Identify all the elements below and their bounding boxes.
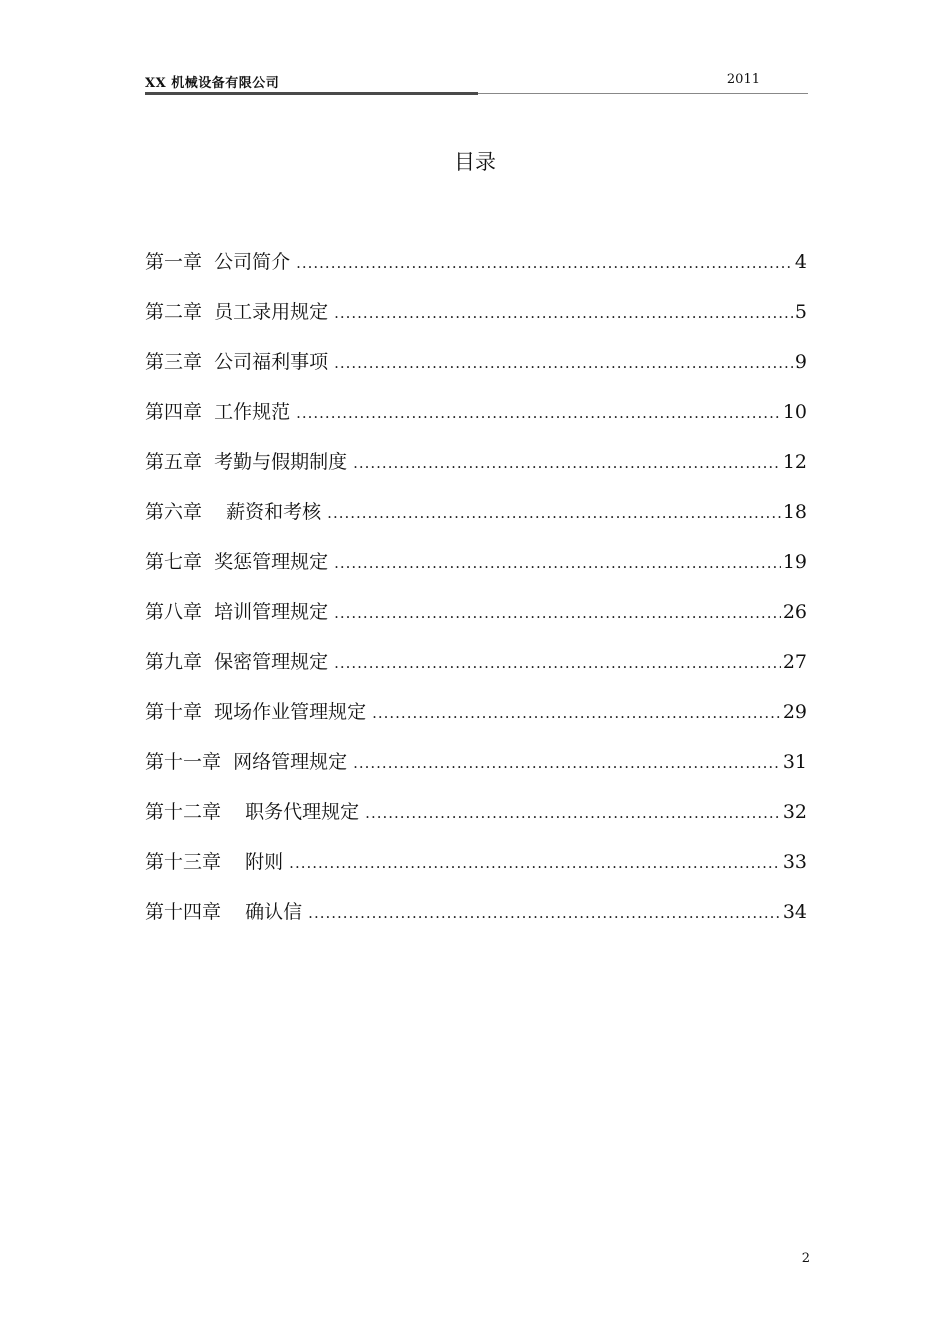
toc-entry-page: 9 <box>794 351 807 373</box>
toc-dot-leader <box>353 744 781 782</box>
header-rule-thin <box>478 93 808 94</box>
toc-entry[interactable] <box>145 793 807 843</box>
toc-entry-page: 29 <box>782 701 807 723</box>
toc-entry-page: 10 <box>782 401 807 423</box>
toc-entry[interactable] <box>145 893 807 943</box>
toc-entry-page: 4 <box>794 251 807 273</box>
header-company-name: XX 机械设备有限公司 <box>145 76 280 91</box>
toc-entry-label: 第四章 工作规范 <box>145 401 291 423</box>
toc-entry-page: 5 <box>794 301 807 323</box>
toc-entry-page: 34 <box>782 901 807 923</box>
toc-dot-leader <box>289 844 781 882</box>
toc-entry-label: 第十二章 职务代理规定 <box>145 801 360 823</box>
toc-dot-leader <box>334 594 781 632</box>
toc-entry-page: 32 <box>782 801 807 823</box>
page-number: 2 <box>801 1251 810 1266</box>
toc-dot-leader <box>334 344 793 382</box>
toc-entry[interactable] <box>145 593 807 643</box>
toc-entry[interactable] <box>145 243 807 293</box>
toc-dot-leader <box>334 644 781 682</box>
toc-entry-label: 第八章 培训管理规定 <box>145 601 329 623</box>
toc-entry[interactable] <box>145 493 807 543</box>
toc-dot-leader <box>334 544 781 582</box>
toc-entry-label: 第二章 员工录用规定 <box>145 301 329 323</box>
toc-entry[interactable] <box>145 743 807 793</box>
toc-dot-leader <box>296 244 793 282</box>
toc-entry[interactable] <box>145 543 807 593</box>
toc-entry-label: 第十章 现场作业管理规定 <box>145 701 367 723</box>
table-of-contents <box>145 243 807 943</box>
toc-entry-label: 第十三章 附则 <box>145 851 284 873</box>
toc-entry[interactable] <box>145 393 807 443</box>
toc-entry-label: 第九章 保密管理规定 <box>145 651 329 673</box>
toc-entry-label: 第五章 考勤与假期制度 <box>145 451 348 473</box>
toc-title: 目录 <box>454 150 496 174</box>
toc-entry-label: 第一章 公司简介 <box>145 251 291 273</box>
toc-entry-label: 第七章 奖惩管理规定 <box>145 551 329 573</box>
header-year: 2011 <box>726 72 760 87</box>
toc-entry[interactable] <box>145 843 807 893</box>
toc-dot-leader <box>308 894 781 932</box>
toc-dot-leader <box>353 444 781 482</box>
toc-entry-page: 31 <box>782 751 807 773</box>
toc-dot-leader <box>334 294 793 332</box>
toc-entry-label: 第十四章 确认信 <box>145 901 303 923</box>
toc-entry-page: 33 <box>782 851 807 873</box>
toc-entry[interactable] <box>145 293 807 343</box>
toc-dot-leader <box>296 394 781 432</box>
toc-entry-label: 第十一章 网络管理规定 <box>145 751 348 773</box>
toc-entry-label: 第三章 公司福利事项 <box>145 351 329 373</box>
header-rule-thick <box>145 92 478 95</box>
toc-entry[interactable] <box>145 343 807 393</box>
toc-entry-page: 18 <box>782 501 807 523</box>
toc-dot-leader <box>372 694 781 732</box>
toc-dot-leader <box>327 494 781 532</box>
toc-entry[interactable] <box>145 643 807 693</box>
toc-entry-page: 27 <box>782 651 807 673</box>
toc-entry[interactable] <box>145 443 807 493</box>
toc-entry-page: 19 <box>782 551 807 573</box>
toc-entry[interactable] <box>145 693 807 743</box>
page-header <box>145 72 808 92</box>
toc-entry-label: 第六章 薪资和考核 <box>145 501 322 523</box>
toc-entry-page: 12 <box>782 451 807 473</box>
toc-entry-page: 26 <box>782 601 807 623</box>
toc-dot-leader <box>365 794 781 832</box>
